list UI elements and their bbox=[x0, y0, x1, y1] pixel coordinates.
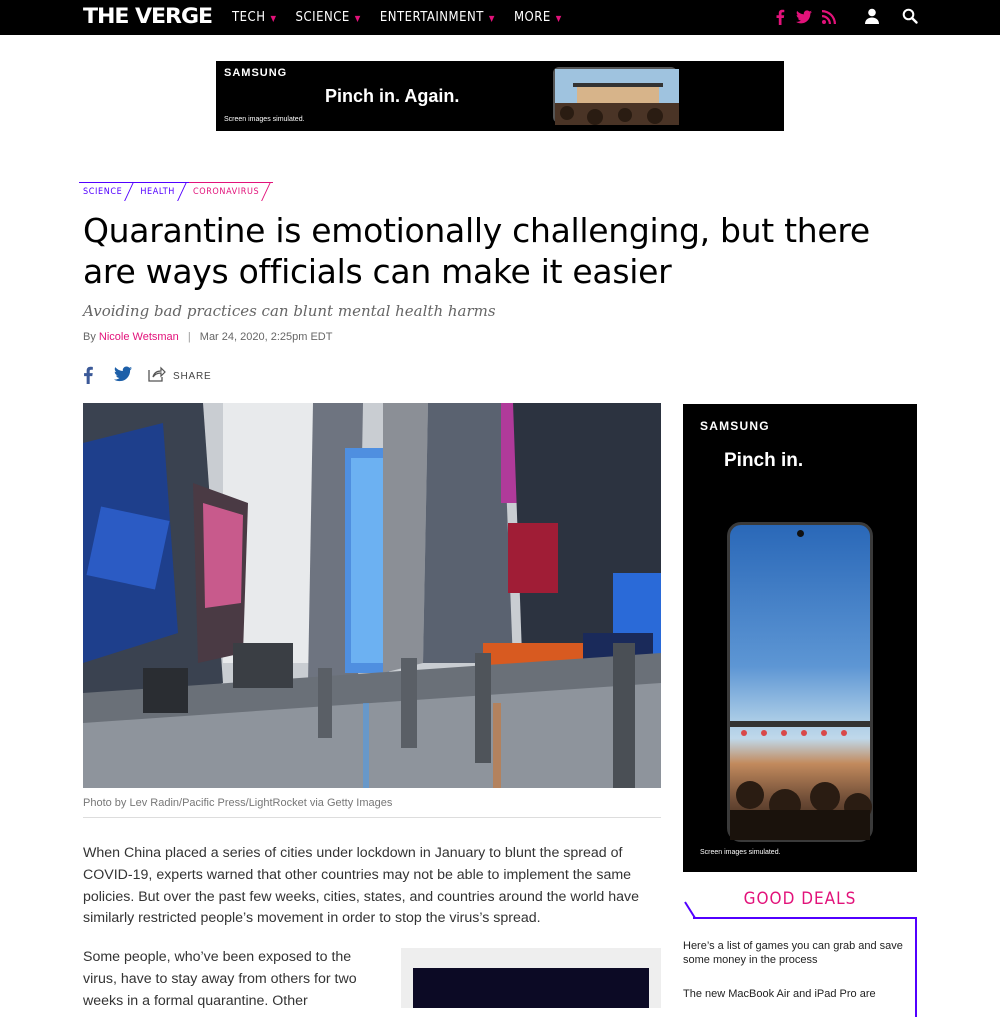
nav-item-label: SCIENCE bbox=[295, 9, 350, 25]
site-logo[interactable]: THE VERGE bbox=[83, 4, 213, 28]
nav-item-label: MORE bbox=[513, 9, 551, 25]
nav-item-entertainment[interactable] bbox=[380, 0, 495, 35]
image-caption: Photo by Lev Radin/Pacific Press/LightRocket via Getty Images bbox=[83, 797, 393, 809]
ad-fine-print: Screen images simulated. bbox=[700, 849, 781, 856]
chevron-down-icon: ▼ bbox=[354, 14, 361, 23]
top-nav-bar bbox=[0, 0, 1000, 35]
good-deals-box bbox=[683, 917, 917, 1017]
byline bbox=[83, 331, 332, 343]
twitter-share-icon[interactable] bbox=[114, 366, 134, 386]
divider bbox=[83, 817, 661, 818]
author-link[interactable]: Nicole Wetsman bbox=[98, 331, 179, 343]
breadcrumb-science[interactable]: SCIENCE bbox=[79, 182, 136, 200]
ad-image bbox=[553, 67, 677, 123]
divider bbox=[693, 917, 917, 919]
top-ad-banner[interactable] bbox=[216, 61, 784, 131]
chevron-down-icon: ▼ bbox=[270, 14, 277, 23]
nav-item-label: TECH bbox=[232, 9, 266, 25]
inline-media-image bbox=[413, 968, 649, 1008]
rss-icon[interactable] bbox=[820, 8, 838, 26]
sidebar-ad[interactable] bbox=[683, 404, 917, 872]
byline-separator: | bbox=[187, 331, 191, 343]
main-nav bbox=[232, 0, 581, 35]
article-title: Quarantine is emotionally challenging, but there are ways officials can make it easier bbox=[83, 211, 870, 291]
ad-fine-print: Screen images simulated. bbox=[224, 116, 305, 123]
article-dek: Avoiding bad practices can blunt mental health harms bbox=[83, 302, 496, 320]
hero-image bbox=[83, 403, 661, 788]
ad-tagline: Pinch in. bbox=[724, 450, 804, 471]
breadcrumb-health[interactable]: HEALTH bbox=[136, 182, 189, 200]
good-deals-header bbox=[683, 886, 917, 918]
facebook-icon[interactable] bbox=[771, 8, 789, 26]
deal-link[interactable]: The new MacBook Air and iPad Pro are bbox=[683, 988, 876, 1000]
share-icon[interactable] bbox=[148, 366, 168, 386]
publish-date: Mar 24, 2020, 2:25pm EDT bbox=[199, 331, 333, 343]
breadcrumb-coronavirus[interactable]: CORONAVIRUS bbox=[189, 182, 273, 200]
breadcrumb bbox=[79, 182, 273, 200]
ad-brand: SAMSUNG bbox=[224, 67, 288, 79]
user-icon[interactable] bbox=[864, 8, 882, 26]
chevron-down-icon: ▼ bbox=[555, 14, 562, 23]
search-icon[interactable] bbox=[902, 8, 920, 26]
deal-link[interactable]: Here’s a list of games you can grab and save some money in the process bbox=[683, 940, 903, 966]
nav-item-tech[interactable] bbox=[232, 0, 277, 35]
twitter-icon[interactable] bbox=[795, 8, 813, 26]
nav-item-science[interactable] bbox=[296, 0, 361, 35]
header-accent-line bbox=[683, 886, 703, 920]
ad-tagline: Pinch in. Again. bbox=[325, 86, 460, 106]
share-label[interactable]: SHARE bbox=[173, 371, 212, 382]
good-deals-title: GOOD DEALS bbox=[743, 889, 857, 909]
chevron-down-icon: ▼ bbox=[488, 14, 495, 23]
ad-brand: SAMSUNG bbox=[700, 419, 770, 433]
nav-item-more[interactable] bbox=[514, 0, 562, 35]
facebook-share-icon[interactable] bbox=[82, 366, 102, 386]
byline-prefix: By bbox=[83, 331, 96, 343]
nav-item-label: ENTERTAINMENT bbox=[379, 9, 484, 25]
ad-phone-image bbox=[727, 522, 873, 842]
article-paragraph: When China placed a series of cities under lockdown in January to blunt the spread of COVID-19, experts warned that other countries may not be able to implement the same policies. But over the past few weeks, cities, states, and countries around the world have similarly restricted people’s movement in order to stop the virus’s spread. bbox=[83, 845, 639, 927]
inline-media[interactable] bbox=[401, 948, 661, 1008]
article-paragraph: Some people, who’ve been exposed to the virus, have to stay away from others for two weeks in a formal quarantine. Other bbox=[83, 949, 357, 1009]
